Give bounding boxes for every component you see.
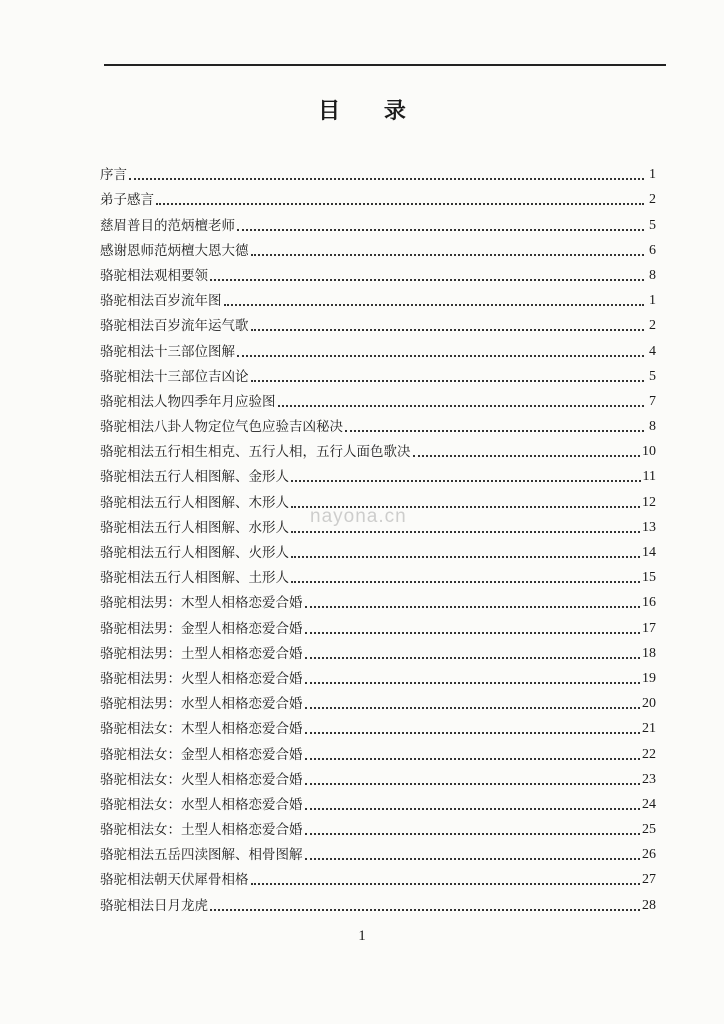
toc-entry-title: 骆驼相法女：土型人相格恋爱合婚 xyxy=(100,822,303,839)
dot-leader xyxy=(237,355,644,357)
toc-entry-page-number: 18 xyxy=(642,645,656,661)
watermark: nayona.cn xyxy=(310,506,407,527)
toc-entry-page-number: 5 xyxy=(649,368,656,384)
toc-entry-title: 感谢恩师范炳檀大恩大德 xyxy=(100,242,249,259)
toc-entry-page-number: 13 xyxy=(642,519,656,535)
toc-entry[interactable] xyxy=(100,158,656,183)
toc-entry[interactable] xyxy=(100,435,656,460)
dot-leader xyxy=(224,304,645,306)
toc-entry-page-number: 20 xyxy=(642,696,656,712)
page-number: 1 xyxy=(358,928,366,944)
toc-entry-page-number: 26 xyxy=(642,847,656,863)
dot-leader xyxy=(305,833,641,835)
toc-entry-page-number: 27 xyxy=(642,872,656,888)
toc-entry[interactable] xyxy=(100,662,656,687)
toc-entry-page-number: 5 xyxy=(649,217,656,233)
toc-entry-title: 骆驼相法女：木型人相格恋爱合婚 xyxy=(100,721,303,738)
toc-entry-title: 骆驼相法五行人相图解、火形人 xyxy=(100,545,289,561)
dot-leader xyxy=(305,606,641,608)
toc-entry[interactable] xyxy=(100,637,656,662)
toc-entry-page-number: 10 xyxy=(642,444,656,460)
dot-leader xyxy=(291,556,640,558)
toc-entry[interactable] xyxy=(100,259,656,284)
toc-entry-page-number: 15 xyxy=(642,570,656,586)
toc-entry-page-number: 6 xyxy=(649,242,656,258)
toc-entry-title: 骆驼相法五行人相图解、木形人 xyxy=(100,494,289,511)
toc-entry-title: 骆驼相法五行人相图解、土形人 xyxy=(100,570,289,587)
dot-leader xyxy=(251,329,645,331)
dot-leader xyxy=(305,707,641,709)
toc-entry-title: 骆驼相法人物四季年月应验图 xyxy=(100,393,276,410)
toc-entry[interactable] xyxy=(100,788,656,813)
toc-entry[interactable] xyxy=(100,234,656,259)
toc-entry[interactable] xyxy=(100,586,656,611)
toc-entry-page-number: 21 xyxy=(642,721,656,737)
toc-entry-title: 骆驼相法百岁流年图 xyxy=(100,293,222,310)
toc-entry-title: 骆驼相法百岁流年运气歌 xyxy=(100,318,249,335)
toc-entry[interactable] xyxy=(100,863,656,888)
dot-leader xyxy=(345,430,644,432)
toc-entry[interactable] xyxy=(100,309,656,334)
top-rule xyxy=(104,64,666,66)
toc-entry-page-number: 23 xyxy=(642,771,656,787)
toc-entry-title: 骆驼相法十三部位图解 xyxy=(100,343,235,360)
toc-entry[interactable] xyxy=(100,208,656,233)
toc-entry[interactable] xyxy=(100,712,656,737)
dot-leader xyxy=(237,229,644,231)
toc-entry-title: 骆驼相法八卦人物定位气色应验吉凶秘决 xyxy=(100,419,343,436)
toc-entry-title: 骆驼相法日月龙虎 xyxy=(100,897,208,914)
dot-leader xyxy=(278,405,645,407)
toc-entry-title: 骆驼相法五行相生相克、五行人相，五行人面色歌决 xyxy=(100,444,411,461)
toc-entry-page-number: 25 xyxy=(642,822,656,838)
toc-entry-page-number: 2 xyxy=(649,318,656,334)
toc-entry[interactable] xyxy=(100,410,656,435)
toc-entry-page-number: 24 xyxy=(642,796,656,812)
toc-entry[interactable] xyxy=(100,460,656,485)
toc-entry-title: 骆驼相法朝天伏犀骨相格 xyxy=(100,872,249,889)
toc-entry[interactable] xyxy=(100,561,656,586)
toc-entry-page-number: 14 xyxy=(642,545,656,560)
toc-entry[interactable] xyxy=(100,763,656,788)
toc-entry[interactable] xyxy=(100,737,656,762)
toc-entry-page-number: 7 xyxy=(649,393,656,409)
toc-entry-title: 骆驼相法男：金型人相格恋爱合婚 xyxy=(100,620,303,637)
toc-entry-page-number: 8 xyxy=(649,267,656,283)
toc-entry-title: 骆驼相法女：金型人相格恋爱合婚 xyxy=(100,746,303,763)
toc-entry-title: 骆驼相法女：火型人相格恋爱合婚 xyxy=(100,771,303,788)
dot-leader xyxy=(156,203,644,205)
toc-entry-title: 骆驼相法男：水型人相格恋爱合婚 xyxy=(100,696,303,713)
toc-entry[interactable] xyxy=(100,813,656,838)
toc-entry-title: 弟子感言 xyxy=(100,192,154,209)
toc-entry[interactable] xyxy=(100,536,656,561)
dot-leader xyxy=(129,178,644,180)
page-title: 目 录 xyxy=(318,98,424,124)
toc-entry-title: 骆驼相法男：火型人相格恋爱合婚 xyxy=(100,670,303,687)
toc-entry-page-number: 17 xyxy=(642,620,656,636)
dot-leader xyxy=(210,909,640,911)
toc-entry-title: 骆驼相法女：水型人相格恋爱合婚 xyxy=(100,796,303,813)
toc-entry-title: 序言 xyxy=(100,167,127,184)
toc-entry-page-number: 22 xyxy=(642,746,656,762)
toc-entry[interactable] xyxy=(100,687,656,712)
dot-leader xyxy=(305,758,641,760)
toc-entry[interactable] xyxy=(100,385,656,410)
dot-leader xyxy=(251,254,645,256)
toc-entry-page-number: 1 xyxy=(649,293,656,309)
dot-leader xyxy=(305,783,641,785)
dot-leader xyxy=(291,531,640,533)
dot-leader xyxy=(305,682,641,684)
toc-entry[interactable] xyxy=(100,838,656,863)
toc-entry[interactable] xyxy=(100,888,656,913)
toc-entry-title: 骆驼相法五行人相图解、金形人 xyxy=(100,469,289,486)
toc-entry-title: 骆驼相法男：木型人相格恋爱合婚 xyxy=(100,595,303,612)
dot-leader xyxy=(305,858,641,860)
toc-entry-page-number: 28 xyxy=(642,897,656,913)
toc-entry-title: 骆驼相法男：土型人相格恋爱合婚 xyxy=(100,645,303,662)
toc-entry-page-number: 11 xyxy=(642,469,656,485)
dot-leader xyxy=(305,808,641,810)
dot-leader xyxy=(251,883,641,885)
toc-entry[interactable] xyxy=(100,611,656,636)
dot-leader xyxy=(210,279,644,281)
toc-entry-title: 慈眉普目的范炳檀老师 xyxy=(100,217,235,234)
toc-entry-page-number: 1 xyxy=(649,167,656,183)
toc-entry-title: 骆驼相法十三部位吉凶论 xyxy=(100,368,249,385)
toc-entry[interactable] xyxy=(100,183,656,208)
dot-leader xyxy=(305,732,641,734)
dot-leader xyxy=(305,632,641,634)
toc-entry[interactable] xyxy=(100,334,656,359)
toc-entry[interactable] xyxy=(100,284,656,309)
toc-entry-page-number: 4 xyxy=(649,343,656,359)
dot-leader xyxy=(251,380,645,382)
toc-entry-title: 骆驼相法观相要领 xyxy=(100,267,208,284)
toc-entry-page-number: 19 xyxy=(642,670,656,686)
toc-entry-title: 骆驼相法五行人相图解、水形人 xyxy=(100,519,289,536)
dot-leader xyxy=(291,480,641,482)
toc-entry-title: 骆驼相法五岳四渎图解、相骨图解 xyxy=(100,847,303,864)
dot-leader xyxy=(291,581,640,583)
toc-entry-page-number: 16 xyxy=(642,595,656,611)
toc-entry-page-number: 2 xyxy=(649,192,656,208)
toc-entry[interactable] xyxy=(100,360,656,385)
toc-entry-page-number: 12 xyxy=(642,494,656,510)
dot-leader xyxy=(305,657,641,659)
dot-leader xyxy=(413,455,641,457)
toc-entry-page-number: 8 xyxy=(649,419,656,435)
table-of-contents xyxy=(100,158,656,914)
